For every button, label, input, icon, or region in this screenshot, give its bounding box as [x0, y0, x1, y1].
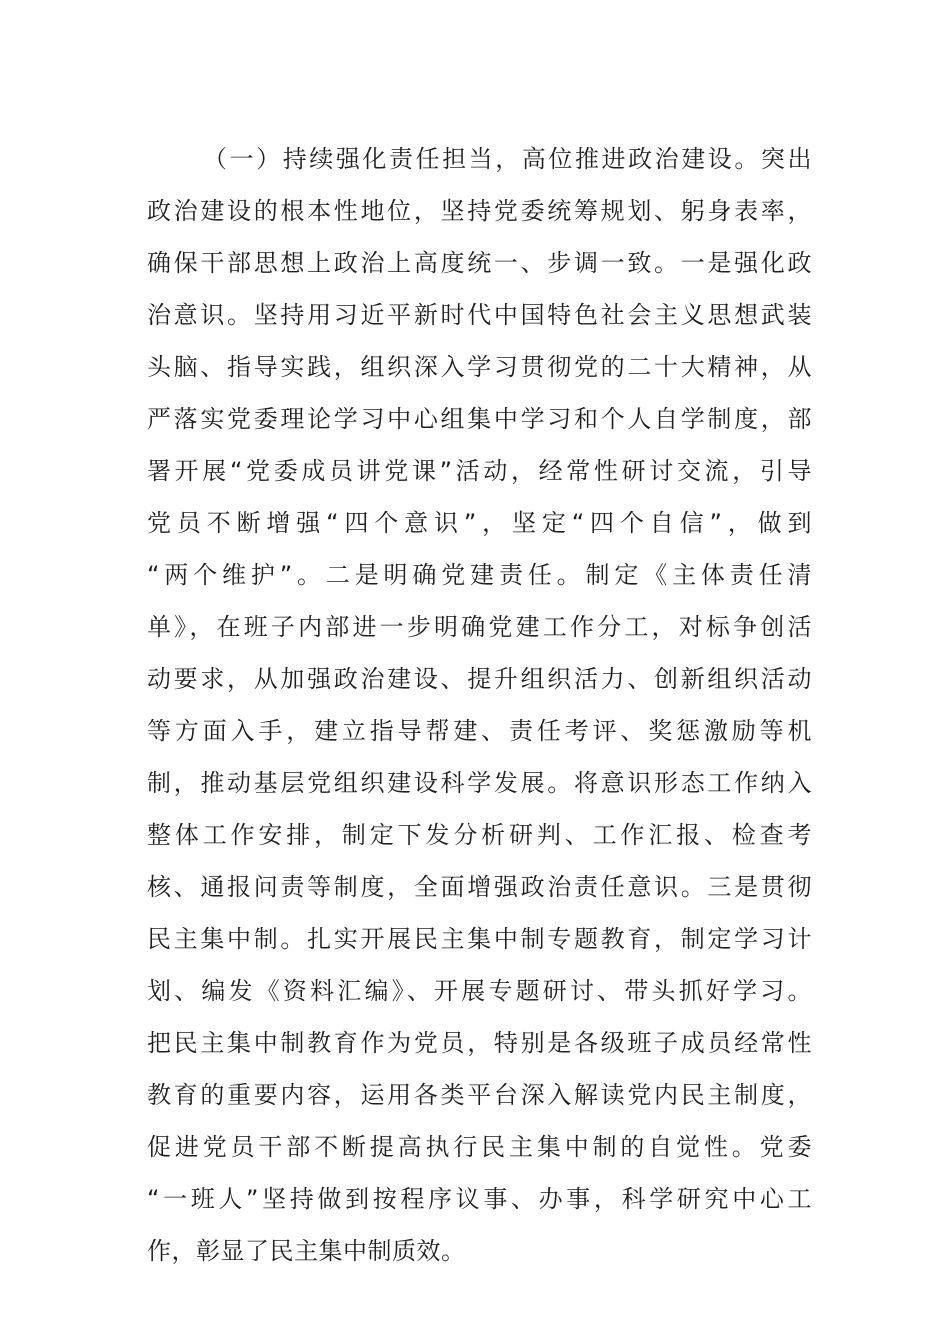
paragraph-line: 严落实党委理论学习中心组集中学习和个人自学制度，部	[147, 405, 812, 433]
paragraph-line: 确保干部思想上政治上高度统一、步调一致。一是强化政	[147, 249, 812, 277]
paragraph-line: 促进党员干部不断提高执行民主集中制的自觉性。党委	[147, 1133, 812, 1161]
paragraph-line: 划、编发《资料汇编》、开展专题研讨、带头抓好学习。	[147, 977, 812, 1005]
paragraph-line: 核、通报问责等制度，全面增强政治责任意识。三是贯彻	[147, 873, 812, 901]
paragraph-line: 制，推动基层党组织建设科学发展。将意识形态工作纳入	[147, 769, 812, 797]
body-paragraph	[147, 133, 812, 1277]
paragraph-line: 政治建设的根本性地位，坚持党委统筹规划、躬身表率，	[147, 197, 812, 225]
paragraph-line: 民主集中制。扎实开展民主集中制专题教育，制定学习计	[147, 925, 812, 953]
paragraph-line: 整体工作安排，制定下发分析研判、工作汇报、检查考	[147, 821, 812, 849]
paragraph-line: 党员不断增强“四个意识”，坚定“四个自信”，做到	[147, 509, 812, 537]
paragraph-line: 把民主集中制教育作为党员，特别是各级班子成员经常性	[147, 1029, 812, 1057]
paragraph-line: 作，彰显了民主集中制质效。	[147, 1237, 466, 1265]
paragraph-line: 动要求，从加强政治建设、提升组织活力、创新组织活动	[147, 665, 812, 693]
paragraph-line: （一）持续强化责任担当，高位推进政治建设。突出	[203, 145, 812, 173]
paragraph-line: 治意识。坚持用习近平新时代中国特色社会主义思想武装	[147, 301, 812, 329]
paragraph-line: 头脑、指导实践，组织深入学习贯彻党的二十大精神，从	[147, 353, 812, 381]
paragraph-line: 等方面入手，建立指导帮建、责任考评、奖惩激励等机	[147, 717, 812, 745]
paragraph-line: 教育的重要内容，运用各类平台深入解读党内民主制度，	[147, 1081, 812, 1109]
paragraph-line: 单》，在班子内部进一步明确党建工作分工，对标争创活	[147, 613, 812, 641]
paragraph-line: 署开展“党委成员讲党课”活动，经常性研讨交流，引导	[147, 457, 812, 485]
paragraph-line: “两个维护”。二是明确党建责任。制定《主体责任清	[147, 561, 812, 589]
paragraph-line: “一班人”坚持做到按程序议事、办事，科学研究中心工	[147, 1185, 812, 1213]
